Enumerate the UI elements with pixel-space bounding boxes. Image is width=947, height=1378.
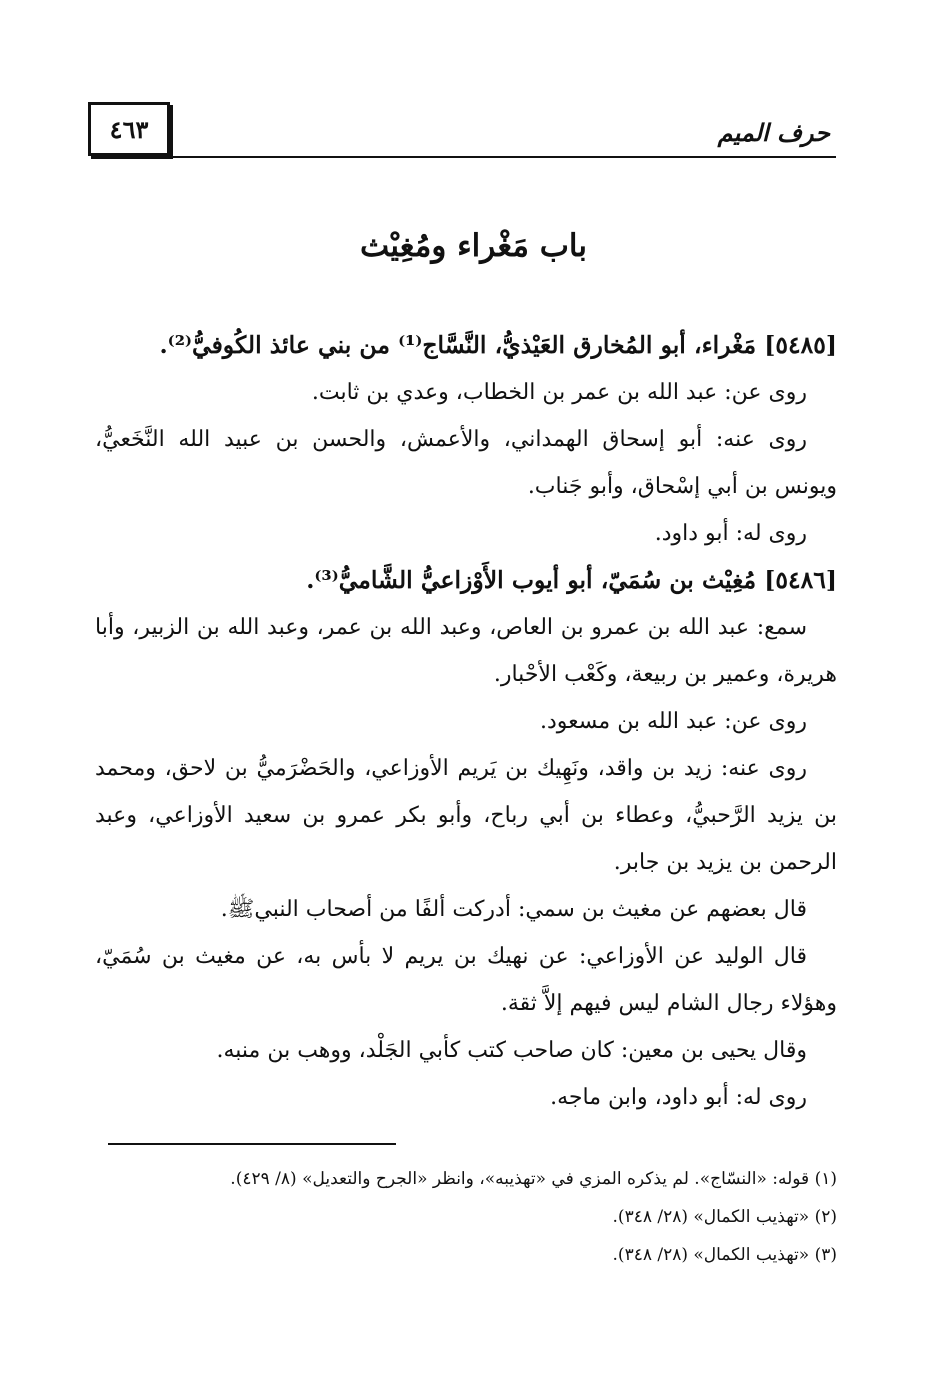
chapter-title: باب مَغْراء ومُغِيْث xyxy=(359,228,588,264)
narrated-by-paragraph: روى له: أبو داود. xyxy=(654,521,807,546)
footnote-1: (١) قوله: «النسّاج». لم يذكره المزي في «تهذيبه»، وانظر «الجرح والتعديل» (٨/ ٤٢٩). xyxy=(230,1169,837,1189)
quote-paragraph: قال بعضهم عن مغيث بن سمي: أدركت ألفًا من أصحاب النبيﷺ. xyxy=(220,897,807,922)
main-text xyxy=(95,322,837,1121)
footnote-separator xyxy=(108,1143,396,1145)
narrators-from-him-paragraph: روى عنه: زيد بن واقد، ونَهِيك بن يَريم الأوزاعي، والحَضْرَميُّ بن لاحق، ومحمد بن يزيد الرَّحبيُّ، وعطاء بن أبي رباح، وأبو بكر عمرو بن سعيد الأوزاعي، وعبد الرحمن بن يزيد بن جابر. xyxy=(95,756,837,875)
page-header xyxy=(88,100,836,158)
narrated-from-paragraph: روى عن: عبد الله بن عمر بن الخطاب، وعدي بن ثابت. xyxy=(311,380,807,405)
narrators-from-him-paragraph: روى عنه: أبو إسحاق الهمداني، والأعمش، والحسن بن عبيد الله النَّخَعيُّ، ويونس بن أبي إسْحاق، وأبو جَناب. xyxy=(95,427,837,499)
quote-paragraph: قال الوليد عن الأوزاعي: عن نهيك بن يريم لا بأس به، عن مغيث بن سُمَيّ، وهؤلاء رجال الشام ليس فيهم إلاَّ ثقة. xyxy=(95,944,837,1016)
running-title: حرف الميم xyxy=(717,118,830,147)
entry-heading-5485: [٥٤٨٥] مَغْراء، أبو المُخارق العَيْذيُّ، النَّسَّاج⁽¹⁾ من بني عائذ الكُوفيُّ⁽²⁾. xyxy=(159,331,837,359)
heard-from-paragraph: سمع: عبد الله بن عمرو بن العاص، وعبد الله بن عمر، وعبد الله بن الزبير، وأبا هريرة، وعمير بن ربيعة، وكَعْب الأحْبار. xyxy=(95,615,837,687)
header-rule xyxy=(168,156,836,158)
entry-heading-5486: [٥٤٨٦] مُغِيْث بن سُمَيّ، أبو أيوب الأَوْزاعيُّ الشَّاميُّ⁽³⁾. xyxy=(306,566,837,594)
quote-paragraph: وقال يحيى بن معين: كان صاحب كتب كأبي الجَلْد، ووهب بن منبه. xyxy=(216,1038,807,1063)
narrated-from-paragraph: روى عن: عبد الله بن مسعود. xyxy=(540,709,807,734)
page-number-box xyxy=(88,102,170,156)
footnote-3: (٣) «تهذيب الكمال» (٢٨/ ٣٤٨). xyxy=(612,1245,837,1265)
narrated-by-paragraph: روى له: أبو داود، وابن ماجه. xyxy=(550,1085,807,1110)
page-number: ٤٦٣ xyxy=(109,114,149,144)
footnote-2: (٢) «تهذيب الكمال» (٢٨/ ٣٤٨). xyxy=(612,1207,837,1227)
footnotes xyxy=(95,1160,837,1274)
